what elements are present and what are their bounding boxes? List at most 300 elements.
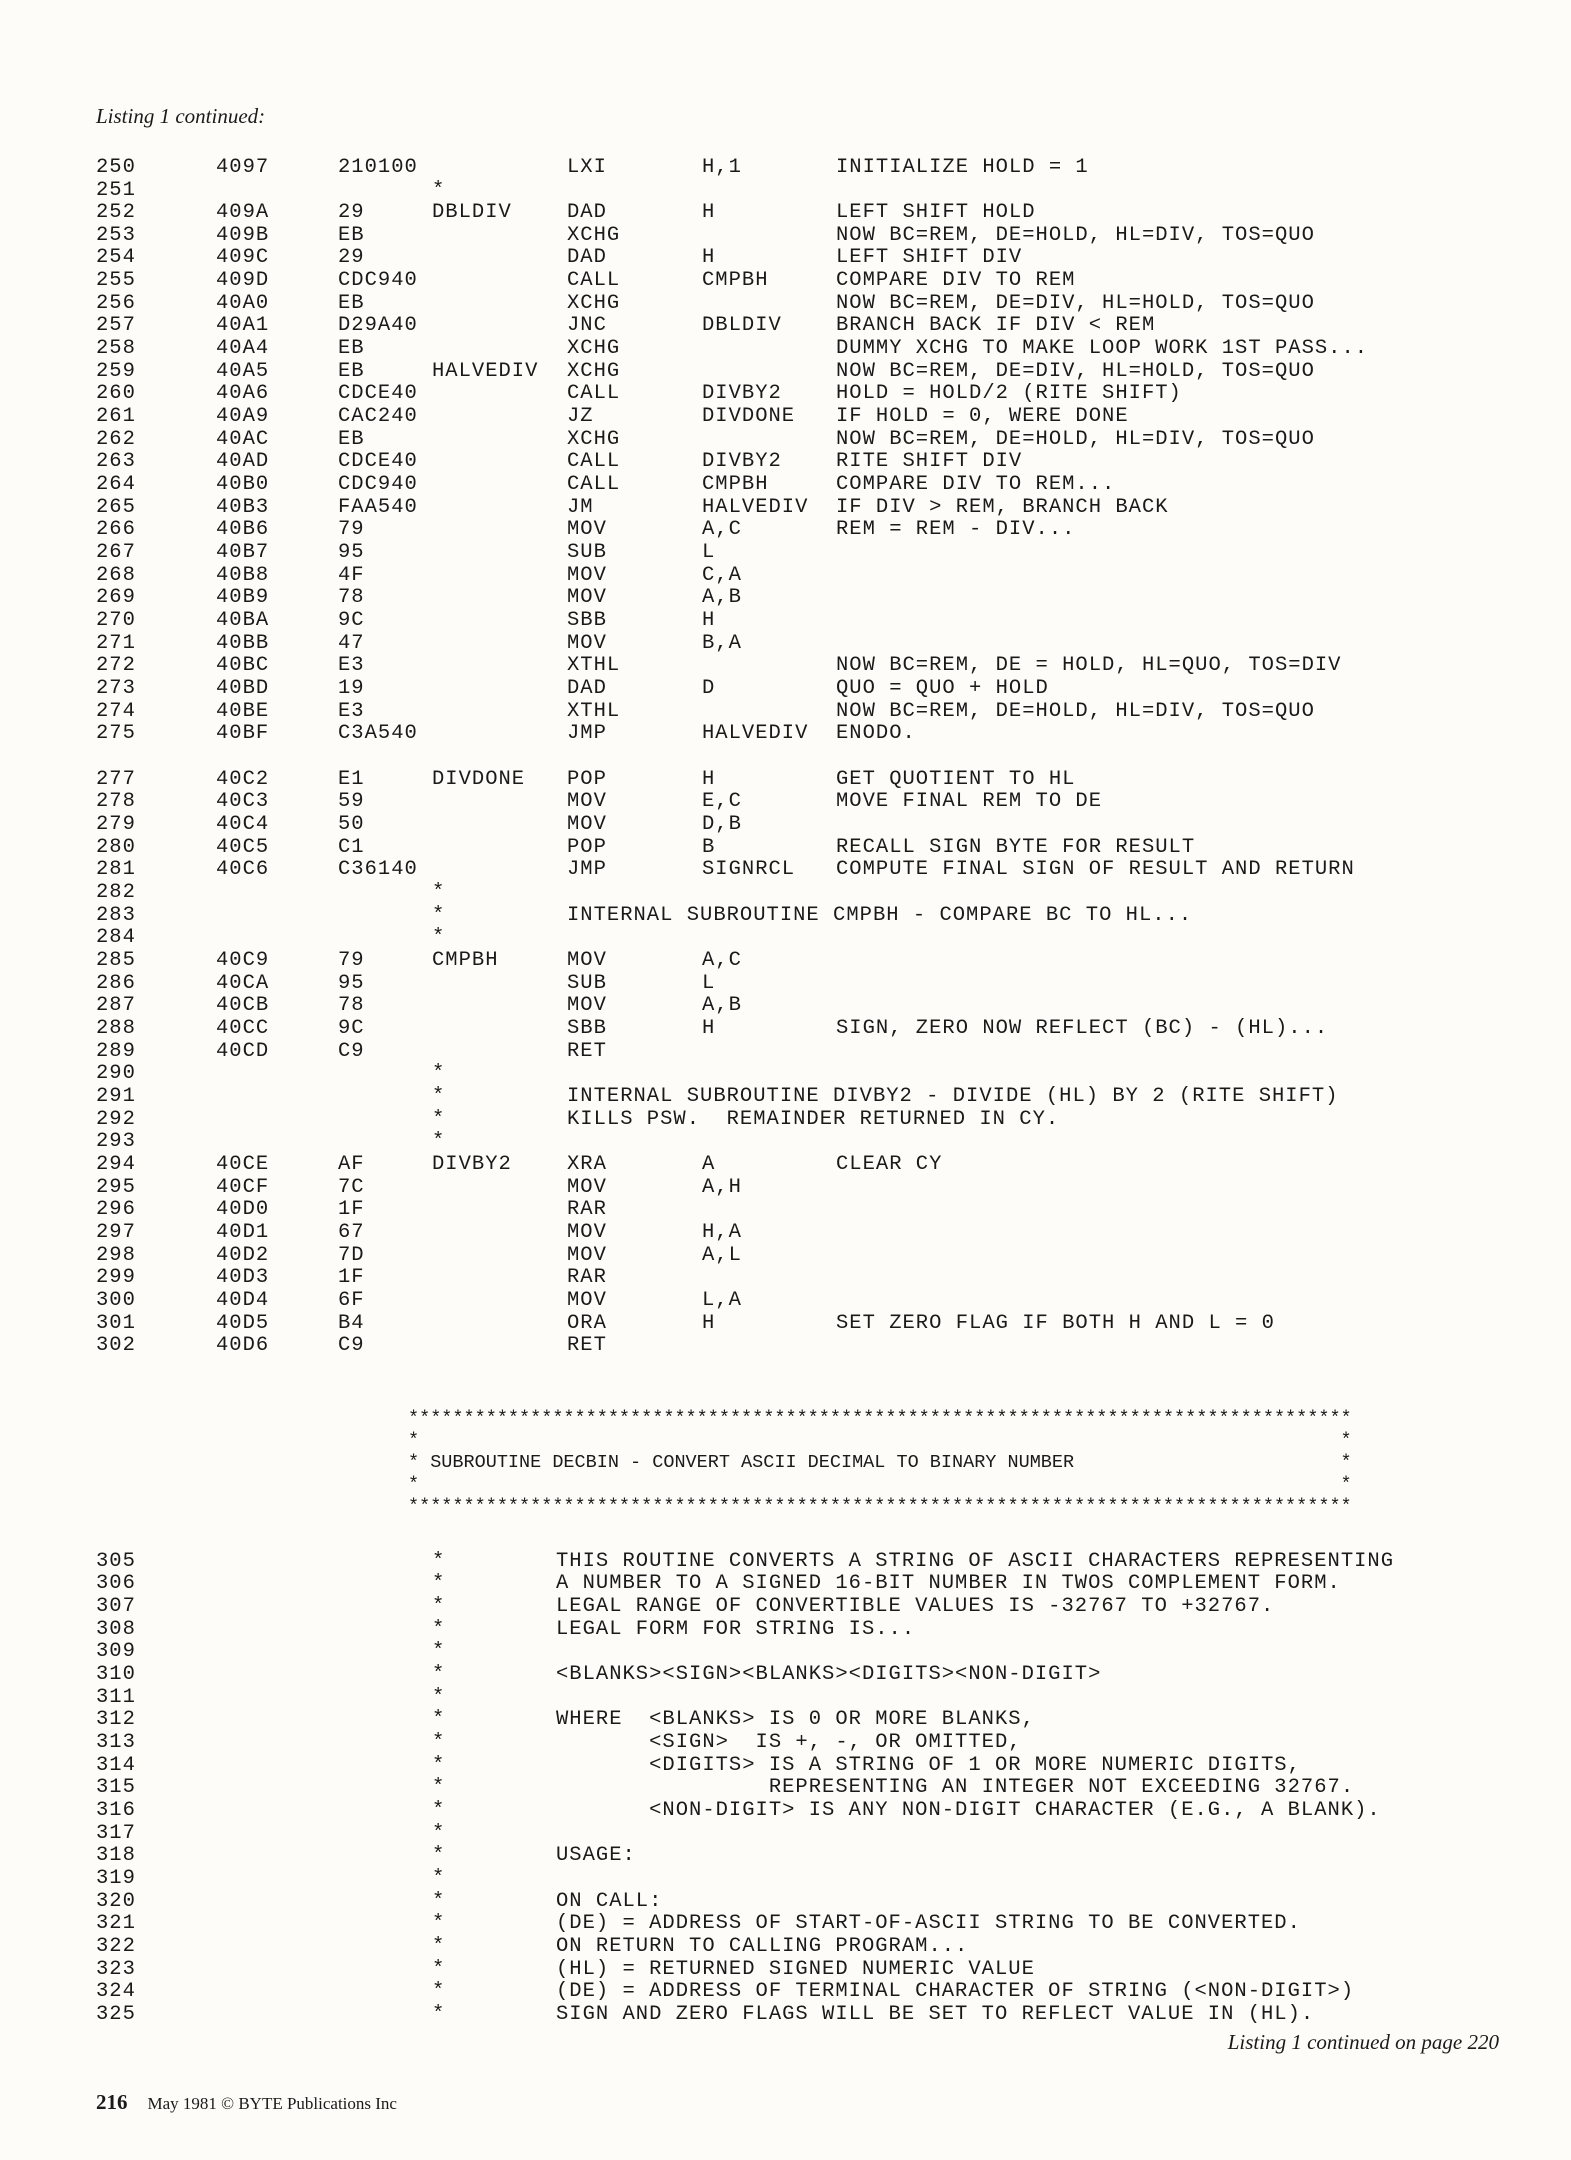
listing-line [0, 723, 1571, 745]
opcode: MOV [567, 1221, 607, 1244]
address: 40D3 [216, 1266, 270, 1289]
listing-line [0, 1109, 1571, 1131]
opcode: XCHG [567, 360, 621, 383]
opcode: MOV [567, 813, 607, 836]
line-number: 277 [96, 768, 136, 791]
line-number: 251 [96, 179, 136, 202]
line-number: 295 [96, 1176, 136, 1199]
opcode: RAR [567, 1198, 607, 1221]
opcode: MOV [567, 994, 607, 1017]
listing-line [0, 565, 1571, 587]
comment-marker: * [432, 1108, 446, 1131]
object-code: 79 [338, 949, 365, 972]
listing-line [0, 655, 1571, 677]
address: 40C6 [216, 858, 270, 881]
listing-line [0, 474, 1571, 496]
line-number: 324 [96, 1980, 136, 2003]
comment-text: ON RETURN TO CALLING PROGRAM... [556, 1935, 969, 1958]
object-code: C9 [338, 1040, 365, 1063]
comment: MOVE FINAL REM TO DE [836, 790, 1103, 813]
comment-marker: * [432, 1867, 446, 1890]
comment-marker: * [432, 1844, 446, 1867]
line-number: 291 [96, 1085, 136, 1108]
listing-line [0, 973, 1571, 995]
line-number: 258 [96, 337, 136, 360]
comment: NOW BC=REM, DE=HOLD, HL=DIV, TOS=QUO [836, 700, 1315, 723]
object-code: 1F [338, 1266, 365, 1289]
address: 40C5 [216, 836, 270, 859]
line-number: 308 [96, 1618, 136, 1641]
comment: BRANCH BACK IF DIV < REM [836, 314, 1156, 337]
line-number: 306 [96, 1572, 136, 1595]
comment-marker: * [432, 179, 446, 202]
comment-marker: * [432, 1708, 446, 1731]
comment-marker: * [432, 1890, 446, 1913]
listing-line [0, 1154, 1571, 1176]
comment: DUMMY XCHG TO MAKE LOOP WORK 1ST PASS... [836, 337, 1369, 360]
opcode: MOV [567, 564, 607, 587]
line-number: 317 [96, 1822, 136, 1845]
listing-line [0, 1891, 1571, 1913]
address: 40CF [216, 1176, 270, 1199]
operand: A,C [702, 518, 742, 541]
object-code: C9 [338, 1334, 365, 1357]
comment-marker: * [432, 1912, 446, 1935]
operand: H [702, 246, 716, 269]
operand: A,B [702, 586, 742, 609]
address: 40C3 [216, 790, 270, 813]
line-number: 292 [96, 1108, 136, 1131]
line-number: 272 [96, 654, 136, 677]
opcode: XCHG [567, 428, 621, 451]
listing-line [0, 1755, 1571, 1777]
line-number: 273 [96, 677, 136, 700]
line-number: 300 [96, 1289, 136, 1312]
operand: SIGNRCL [702, 858, 796, 881]
address: 409D [216, 269, 270, 292]
operand: DIVBY2 [702, 382, 782, 405]
object-code: C1 [338, 836, 365, 859]
address: 4097 [216, 156, 270, 179]
box-line: ************************************************************************************* [408, 1496, 1352, 1517]
opcode: RAR [567, 1266, 607, 1289]
address: 40C9 [216, 949, 270, 972]
opcode: XCHG [567, 224, 621, 247]
operand: A,L [702, 1244, 742, 1267]
comment-text: <DIGITS> IS A STRING OF 1 OR MORE NUMERIC DIGITS, [556, 1754, 1301, 1777]
address: 40A6 [216, 382, 270, 405]
listing-line [0, 429, 1571, 451]
line-number: 261 [96, 405, 136, 428]
comment-marker: * [432, 2003, 446, 2026]
line-number: 293 [96, 1130, 136, 1153]
listing-line [0, 1041, 1571, 1063]
line-number: 302 [96, 1334, 136, 1357]
object-code: 67 [338, 1221, 365, 1244]
comment: HOLD = HOLD/2 (RITE SHIFT) [836, 382, 1182, 405]
listing-line [0, 406, 1571, 428]
address: 40A4 [216, 337, 270, 360]
comment-text: (HL) = RETURNED SIGNED NUMERIC VALUE [556, 1958, 1035, 1981]
label: CMPBH [432, 949, 499, 972]
listing-line [0, 1063, 1571, 1085]
address: 40CB [216, 994, 270, 1017]
comment-marker: * [432, 926, 446, 949]
listing-line [0, 1177, 1571, 1199]
object-code: 95 [338, 972, 365, 995]
label: DBLDIV [432, 201, 512, 224]
line-number: 279 [96, 813, 136, 836]
address: 40A1 [216, 314, 270, 337]
comment: NOW BC=REM, DE=HOLD, HL=DIV, TOS=QUO [836, 428, 1315, 451]
opcode: JNC [567, 314, 607, 337]
comment: QUO = QUO + HOLD [836, 677, 1049, 700]
opcode: MOV [567, 1244, 607, 1267]
listing-line [0, 1777, 1571, 1799]
box-line: ************************************************************************************* [408, 1408, 1352, 1429]
line-number: 265 [96, 496, 136, 519]
operand: HALVEDIV [702, 496, 809, 519]
operand: HALVEDIV [702, 722, 809, 745]
operand: L [702, 541, 716, 564]
line-number: 256 [96, 292, 136, 315]
object-code: C3A540 [338, 722, 418, 745]
operand: H [702, 1017, 716, 1040]
line-number: 288 [96, 1017, 136, 1040]
object-code: 7C [338, 1176, 365, 1199]
listing-line [0, 1199, 1571, 1221]
line-number: 287 [96, 994, 136, 1017]
object-code: D29A40 [338, 314, 418, 337]
line-number: 283 [96, 904, 136, 927]
operand: H [702, 609, 716, 632]
object-code: 29 [338, 246, 365, 269]
line-number: 310 [96, 1663, 136, 1686]
comment-marker: * [432, 1822, 446, 1845]
line-number: 299 [96, 1266, 136, 1289]
listing-line [0, 293, 1571, 315]
operand: H [702, 1312, 716, 1335]
object-code: 7D [338, 1244, 365, 1267]
operand: DIVDONE [702, 405, 796, 428]
address: 40C4 [216, 813, 270, 836]
operand: D [702, 677, 716, 700]
comment: LEFT SHIFT DIV [836, 246, 1023, 269]
listing-line [0, 1573, 1571, 1595]
comment-marker: * [432, 881, 446, 904]
comment: NOW BC=REM, DE = HOLD, HL=QUO, TOS=DIV [836, 654, 1342, 677]
comment: ENODO. [836, 722, 916, 745]
comment-text: LEGAL FORM FOR STRING IS... [556, 1618, 916, 1641]
opcode: MOV [567, 518, 607, 541]
object-code: 9C [338, 609, 365, 632]
comment-marker: * [432, 1663, 446, 1686]
listing-line [0, 927, 1571, 949]
address: 40B8 [216, 564, 270, 587]
line-number: 270 [96, 609, 136, 632]
opcode: MOV [567, 632, 607, 655]
line-number: 284 [96, 926, 136, 949]
comment-marker: * [432, 1640, 446, 1663]
address: 40D2 [216, 1244, 270, 1267]
listing-line [0, 157, 1571, 179]
page-number: 216 [96, 2090, 128, 2114]
operand: CMPBH [702, 473, 769, 496]
comment-marker: * [432, 1731, 446, 1754]
listing-line [0, 1913, 1571, 1935]
listing-caption: Listing 1 continued: [96, 104, 266, 128]
operand: CMPBH [702, 269, 769, 292]
address: 40D1 [216, 1221, 270, 1244]
object-code: CDC940 [338, 269, 418, 292]
listing-line [0, 1823, 1571, 1845]
line-number: 296 [96, 1198, 136, 1221]
address: 409B [216, 224, 270, 247]
line-number: 301 [96, 1312, 136, 1335]
opcode: XRA [567, 1153, 607, 1176]
operand: H [702, 201, 716, 224]
line-number: 254 [96, 246, 136, 269]
label: DIVBY2 [432, 1153, 512, 1176]
listing-line [0, 1222, 1571, 1244]
operand: H,1 [702, 156, 742, 179]
box-line: * * [408, 1474, 1352, 1495]
comment-marker: * [432, 1130, 446, 1153]
line-number: 322 [96, 1935, 136, 1958]
address: 40D6 [216, 1334, 270, 1357]
listing-line [0, 701, 1571, 723]
object-code: 78 [338, 586, 365, 609]
comment: COMPARE DIV TO REM [836, 269, 1076, 292]
object-code: EB [338, 360, 365, 383]
opcode: SBB [567, 1017, 607, 1040]
opcode: XTHL [567, 700, 621, 723]
listing-line [0, 1936, 1571, 1958]
comment-text: USAGE: [556, 1844, 636, 1867]
object-code: 6F [338, 1289, 365, 1312]
comment-marker: * [432, 1572, 446, 1595]
opcode: XCHG [567, 337, 621, 360]
opcode: RET [567, 1040, 607, 1063]
line-number: 313 [96, 1731, 136, 1754]
address: 409C [216, 246, 270, 269]
address: 40BC [216, 654, 270, 677]
line-number: 315 [96, 1776, 136, 1799]
object-code: 79 [338, 518, 365, 541]
opcode: XTHL [567, 654, 621, 677]
listing-line [0, 587, 1571, 609]
listing-line [0, 1131, 1571, 1153]
opcode: POP [567, 768, 607, 791]
comment: REM = REM - DIV... [836, 518, 1076, 541]
address: 40CE [216, 1153, 270, 1176]
listing-line [0, 882, 1571, 904]
comment-text: <SIGN> IS +, -, OR OMITTED, [556, 1731, 1022, 1754]
comment: IF DIV > REM, BRANCH BACK [836, 496, 1169, 519]
object-code: CDCE40 [338, 450, 418, 473]
opcode: MOV [567, 790, 607, 813]
opcode: SUB [567, 541, 607, 564]
comment-marker: * [432, 1935, 446, 1958]
line-number: 269 [96, 586, 136, 609]
object-code: EB [338, 428, 365, 451]
listing-line [0, 1619, 1571, 1641]
object-code: 59 [338, 790, 365, 813]
line-number: 267 [96, 541, 136, 564]
listing-line [0, 451, 1571, 473]
comment-marker: * [432, 904, 446, 927]
continuation-note: Listing 1 continued on page 220 [1227, 2030, 1499, 2054]
listing-line [0, 361, 1571, 383]
address: 40BF [216, 722, 270, 745]
operand: H,A [702, 1221, 742, 1244]
comment-text: THIS ROUTINE CONVERTS A STRING OF ASCII CHARACTERS REPRESENTING [556, 1550, 1395, 1573]
listing-line [0, 2004, 1571, 2026]
line-number: 298 [96, 1244, 136, 1267]
listing-line [0, 1018, 1571, 1040]
object-code: B4 [338, 1312, 365, 1335]
comment-text: WHERE <BLANKS> IS 0 OR MORE BLANKS, [556, 1708, 1035, 1731]
operand: E,C [702, 790, 742, 813]
listing-line [0, 270, 1571, 292]
operand: D,B [702, 813, 742, 836]
object-code: 4F [338, 564, 365, 587]
listing-line [0, 1709, 1571, 1731]
comment: LEFT SHIFT HOLD [836, 201, 1036, 224]
opcode: JM [567, 496, 594, 519]
line-number: 297 [96, 1221, 136, 1244]
line-number: 274 [96, 700, 136, 723]
operand: B [702, 836, 716, 859]
line-number: 275 [96, 722, 136, 745]
listing-line [0, 1245, 1571, 1267]
comment-marker: * [432, 1085, 446, 1108]
address: 40A9 [216, 405, 270, 428]
listing-line [0, 837, 1571, 859]
listing-line [0, 678, 1571, 700]
comment: NOW BC=REM, DE=HOLD, HL=DIV, TOS=QUO [836, 224, 1315, 247]
object-code: E3 [338, 700, 365, 723]
comment: COMPARE DIV TO REM... [836, 473, 1116, 496]
listing-line [0, 950, 1571, 972]
listing-line [0, 1800, 1571, 1822]
listing-line [0, 769, 1571, 791]
line-number: 319 [96, 1867, 136, 1890]
comment: NOW BC=REM, DE=DIV, HL=HOLD, TOS=QUO [836, 292, 1315, 315]
opcode: DAD [567, 246, 607, 269]
line-number: 268 [96, 564, 136, 587]
object-code: C36140 [338, 858, 418, 881]
comment-marker: * [432, 1062, 446, 1085]
object-code: EB [338, 292, 365, 315]
listing-line [0, 905, 1571, 927]
opcode: MOV [567, 1176, 607, 1199]
comment-marker: * [432, 1595, 446, 1618]
comment-marker: * [432, 1686, 446, 1709]
comment-marker: * [432, 1550, 446, 1573]
line-number: 255 [96, 269, 136, 292]
address: 40D4 [216, 1289, 270, 1312]
line-number: 309 [96, 1640, 136, 1663]
object-code: 78 [338, 994, 365, 1017]
opcode: MOV [567, 1289, 607, 1312]
line-number: 257 [96, 314, 136, 337]
listing-line [0, 542, 1571, 564]
listing-line [0, 814, 1571, 836]
listing-line [0, 1335, 1571, 1357]
address: 40A5 [216, 360, 270, 383]
comment-text: <NON-DIGIT> IS ANY NON-DIGIT CHARACTER (E.G., A BLANK). [556, 1799, 1381, 1822]
listing-line [0, 791, 1571, 813]
line-number: 278 [96, 790, 136, 813]
line-number: 312 [96, 1708, 136, 1731]
comment-text: ON CALL: [556, 1890, 663, 1913]
label: DIVDONE [432, 768, 526, 791]
operand: B,A [702, 632, 742, 655]
comment-marker: * [432, 1799, 446, 1822]
listing-line [0, 225, 1571, 247]
line-number: 281 [96, 858, 136, 881]
comment: NOW BC=REM, DE=DIV, HL=HOLD, TOS=QUO [836, 360, 1315, 383]
line-number: 314 [96, 1754, 136, 1777]
operand: DIVBY2 [702, 450, 782, 473]
comment-marker: * [432, 1776, 446, 1799]
opcode: POP [567, 836, 607, 859]
address: 40B9 [216, 586, 270, 609]
comment-marker: * [432, 1754, 446, 1777]
operand: L,A [702, 1289, 742, 1312]
label: HALVEDIV [432, 360, 539, 383]
line-number: 259 [96, 360, 136, 383]
opcode: DAD [567, 677, 607, 700]
listing-line [0, 247, 1571, 269]
address: 40B0 [216, 473, 270, 496]
opcode: MOV [567, 586, 607, 609]
line-number: 266 [96, 518, 136, 541]
opcode: DAD [567, 201, 607, 224]
line-number: 286 [96, 972, 136, 995]
address: 40B6 [216, 518, 270, 541]
address: 40BB [216, 632, 270, 655]
listing-line [0, 1290, 1571, 1312]
listing-line [0, 1981, 1571, 2003]
line-number: 294 [96, 1153, 136, 1176]
listing-line [0, 1267, 1571, 1289]
listing-line [0, 497, 1571, 519]
line-number: 252 [96, 201, 136, 224]
opcode: JMP [567, 858, 607, 881]
line-number: 264 [96, 473, 136, 496]
listing-line [0, 1664, 1571, 1686]
comment: SIGN, ZERO NOW REFLECT (BC) - (HL)... [836, 1017, 1329, 1040]
listing-line [0, 1845, 1571, 1867]
comment: COMPUTE FINAL SIGN OF RESULT AND RETURN [836, 858, 1355, 881]
address: 40D0 [216, 1198, 270, 1221]
object-code: AF [338, 1153, 365, 1176]
listing-line [0, 202, 1571, 224]
object-code: 47 [338, 632, 365, 655]
comment: IF HOLD = 0, WERE DONE [836, 405, 1129, 428]
address: 40AD [216, 450, 270, 473]
line-number: 325 [96, 2003, 136, 2026]
opcode: XCHG [567, 292, 621, 315]
line-number: 282 [96, 881, 136, 904]
object-code: CDC940 [338, 473, 418, 496]
comment: RECALL SIGN BYTE FOR RESULT [836, 836, 1196, 859]
listing-line [0, 1732, 1571, 1754]
address: 40CA [216, 972, 270, 995]
line-number: 271 [96, 632, 136, 655]
